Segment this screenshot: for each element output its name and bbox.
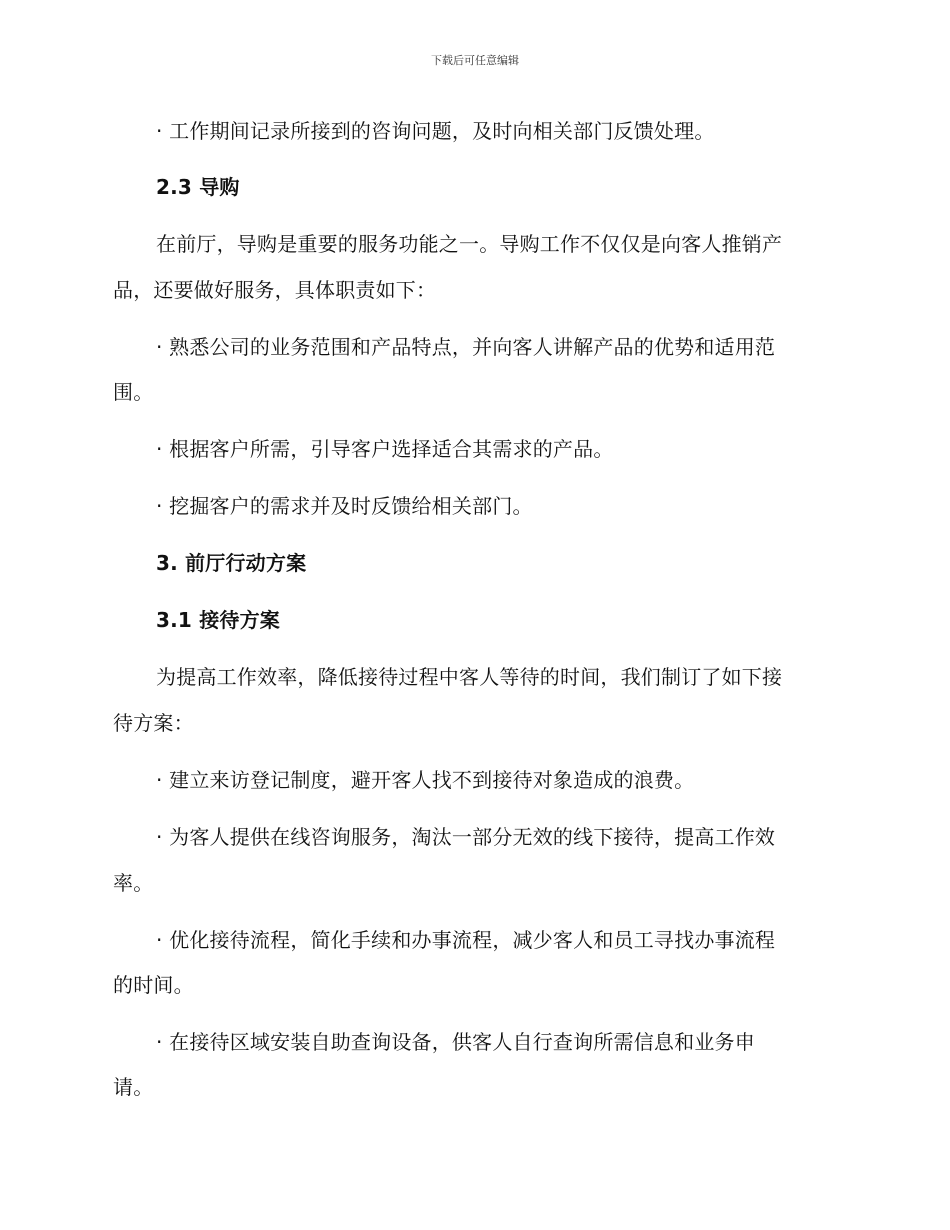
bullet-record-consultation: · 工作期间记录所接到的咨询问题，及时向相关部门反馈处理。 xyxy=(156,119,715,143)
bullet-selfservice-line-1: · 在接待区域安装自助查询设备，供客人自行查询所需信息和业务申 xyxy=(156,1030,755,1054)
bullet-register: · 建立来访登记制度，避开客人找不到接待对象造成的浪费。 xyxy=(156,768,695,792)
bullet-optimize-line-2: 的时间。 xyxy=(113,973,194,997)
bullet-mine-needs: · 挖掘客户的需求并及时反馈给相关部门。 xyxy=(156,494,533,518)
page-header-note: 下载后可任意编辑 xyxy=(431,54,519,67)
section-heading-2-3: 2.3 导购 xyxy=(156,175,240,199)
bullet-online-line-1: · 为客人提供在线咨询服务，淘汰一部分无效的线下接待，提高工作效 xyxy=(156,825,776,849)
section-heading-3: 3. 前厅行动方案 xyxy=(156,551,307,575)
bullet-guide-customer: · 根据客户所需，引导客户选择适合其需求的产品。 xyxy=(156,437,614,461)
bullet-selfservice-line-2: 请。 xyxy=(113,1075,154,1099)
bullet-optimize-line-1: · 优化接待流程，简化手续和办事流程，减少客人和员工寻找办事流程 xyxy=(156,928,776,952)
paragraph-guide-line-2: 品，还要做好服务，具体职责如下： xyxy=(113,278,437,302)
paragraph-guide-line-1: 在前厅，导购是重要的服务功能之一。导购工作不仅仅是向客人推销产 xyxy=(156,232,783,256)
bullet-familiar-line-1: · 熟悉公司的业务范围和产品特点，并向客人讲解产品的优势和适用范 xyxy=(156,335,776,359)
bullet-familiar-line-2: 围。 xyxy=(113,380,154,404)
section-heading-3-1: 3.1 接待方案 xyxy=(156,608,280,632)
paragraph-reception-line-1: 为提高工作效率，降低接待过程中客人等待的时间，我们制订了如下接 xyxy=(156,665,783,689)
bullet-online-line-2: 率。 xyxy=(113,871,154,895)
paragraph-reception-line-2: 待方案： xyxy=(113,711,194,735)
